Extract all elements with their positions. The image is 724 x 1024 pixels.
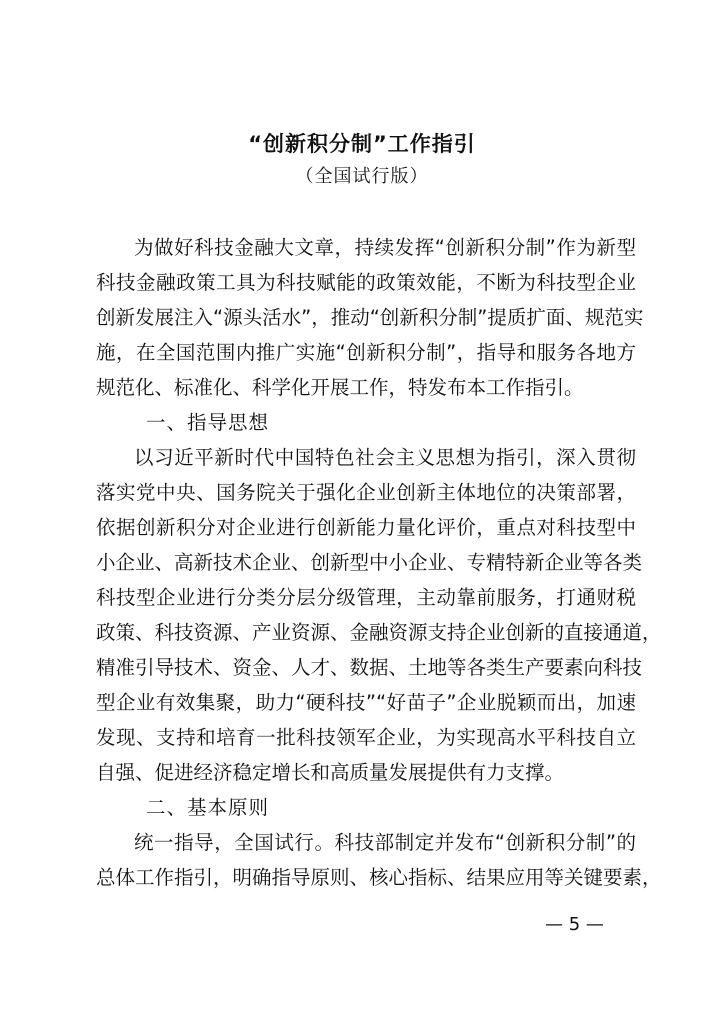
paragraph-line: 精准引导技术、资金、人才、数据、土地等各类生产要素向科技: [96, 656, 643, 679]
paragraph-line: 依据创新积分对企业进行创新能力量化评价，重点对科技型中: [96, 516, 636, 539]
paragraph-line: 创新发展注入“源头活水”，推动“创新积分制”提质扩面、规范实: [96, 306, 644, 329]
paragraph-line: 小企业、高新技术企业、创新型中小企业、专精特新企业等各类: [96, 551, 643, 574]
section-heading: 二、基本原则: [146, 796, 270, 819]
paragraph-line: 科技金融政策工具为科技赋能的政策效能，不断为科技型企业: [96, 271, 636, 294]
document-subtitle: （全国试行版）: [295, 166, 429, 187]
paragraph-line: 统一指导，全国试行。科技部制定并发布“创新积分制”的: [134, 831, 636, 854]
paragraph-line: 发现、支持和培育一批科技领军企业，为实现高水平科技自立: [96, 726, 636, 749]
paragraph-line: 型企业有效集聚，助力“硬科技”“好苗子”企业脱颖而出，加速: [96, 691, 636, 714]
paragraph-line: 自强、促进经济稳定增长和高质量发展提供有力支撑。: [96, 761, 565, 784]
paragraph-line: 规范化、标准化、科学化开展工作，特发布本工作指引。: [96, 376, 584, 399]
page-number: — 5 —: [545, 914, 604, 935]
paragraph-line: 为做好科技金融大文章，持续发挥“创新积分制”作为新型: [134, 236, 636, 259]
paragraph-line: 科技型企业进行分类分层分级管理，主动靠前服务，打通财税: [96, 586, 636, 609]
paragraph-line: 总体工作指引，明确指导原则、核心指标、结果应用等关键要素，: [96, 866, 662, 889]
document-title: “创新积分制”工作指引: [248, 132, 476, 156]
paragraph-line: 以习近平新时代中国特色社会主义思想为指引，深入贯彻: [134, 446, 636, 469]
paragraph-line: 施，在全国范围内推广实施“创新积分制”，指导和服务各地方: [96, 341, 636, 364]
paragraph-line: 落实党中央、国务院关于强化企业创新主体地位的决策部署，: [96, 481, 636, 504]
paragraph-line: 政策、科技资源、产业资源、金融资源支持企业创新的直接通道，: [96, 621, 662, 644]
section-heading: 一、指导思想: [146, 411, 270, 434]
